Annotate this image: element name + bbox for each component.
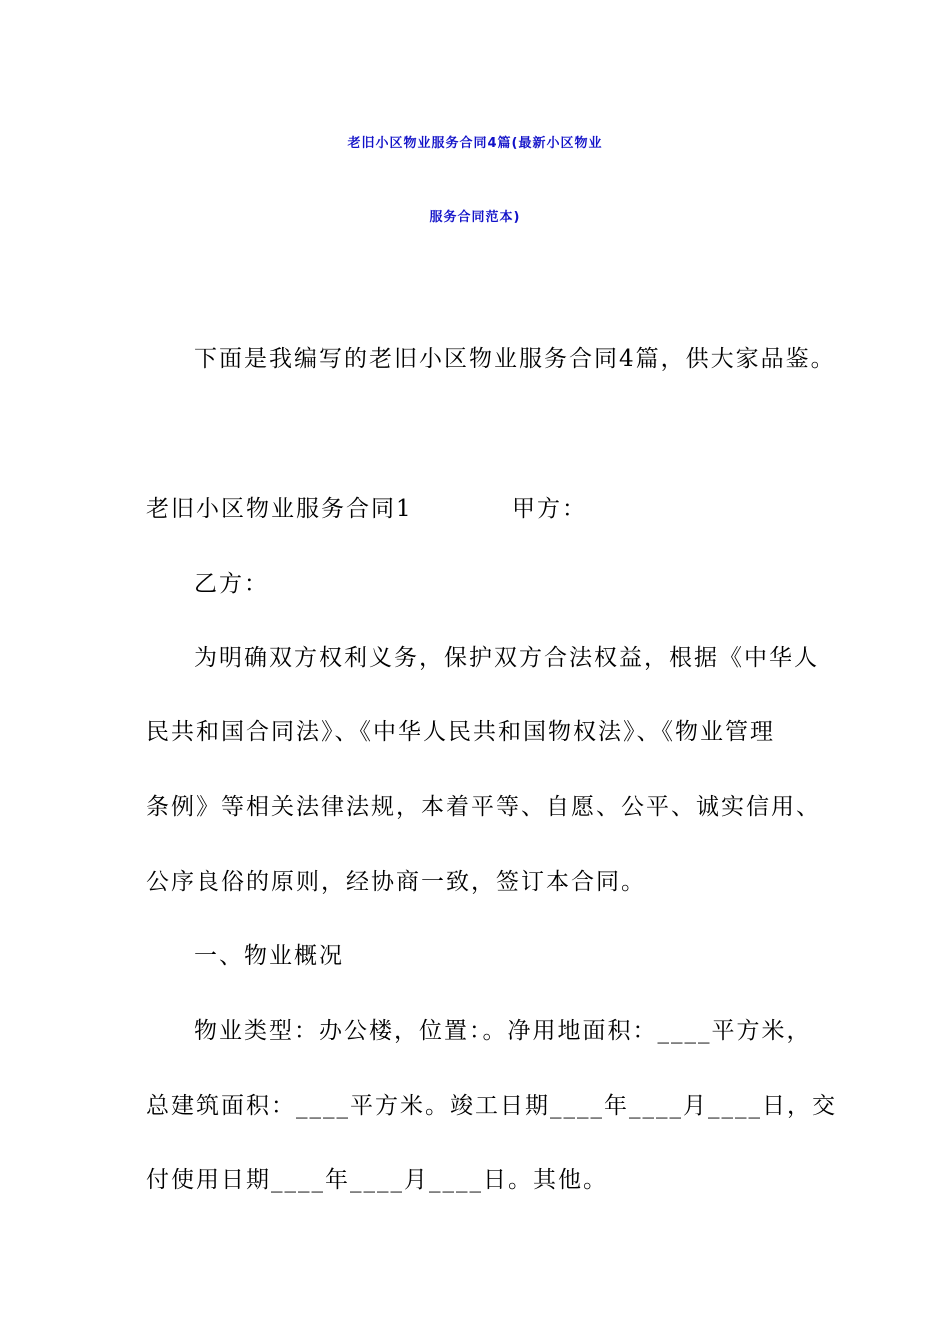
section-1-heading: 一、物业概况 — [194, 943, 344, 969]
paragraph-1-line-1: 为明确双方权利义务，保护双方合法权益，根据《中华人 — [194, 645, 819, 671]
paragraph-1-line-2: 民共和国合同法》、《中华人民共和国物权法》、《物业管理 — [146, 719, 775, 745]
intro-paragraph: 下面是我编写的老旧小区物业服务合同4篇，供大家品鉴。 — [194, 346, 836, 372]
paragraph-2-line-3: 付使用日期____年____月____日。其他。 — [146, 1167, 608, 1193]
party-a-label: 甲方： — [512, 496, 587, 522]
paragraph-2-line-1: 物业类型：办公楼，位置：。净用地面积：____平方米， — [194, 1018, 812, 1044]
party-b-label: 乙方： — [194, 571, 269, 597]
document-title-line-1: 老旧小区物业服务合同4篇(最新小区物业 — [347, 136, 603, 151]
paragraph-1-line-4: 公序良俗的原则，经协商一致，签订本合同。 — [146, 869, 646, 895]
contract-heading: 老旧小区物业服务合同1 — [146, 496, 413, 522]
paragraph-1-line-3: 条例》等相关法律法规，本着平等、自愿、公平、诚实信用、 — [146, 794, 821, 820]
paragraph-2-line-2: 总建筑面积：____平方米。竣工日期____年____月____日，交 — [146, 1093, 837, 1119]
document-title-line-2: 服务合同范本) — [429, 210, 521, 225]
